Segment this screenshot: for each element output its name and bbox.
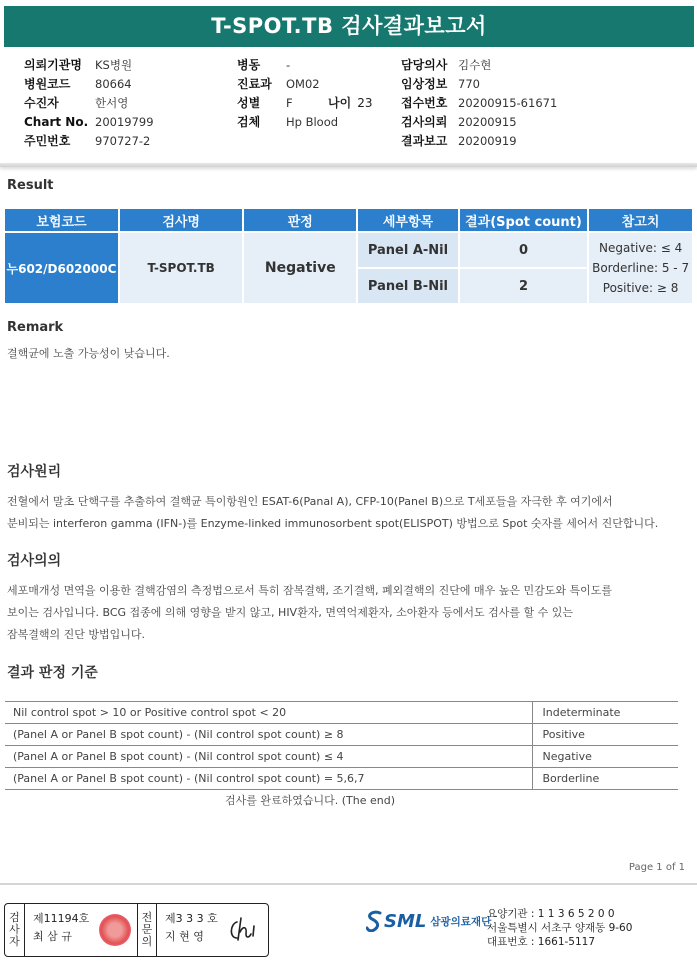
test-name: T-SPOT.TB <box>120 233 243 303</box>
principle-line: 전혈에서 말초 단핵구를 추출하여 결핵균 특이항원인 ESAT-6(Panal A), CFP-10(Panel B)으로 T세포들을 자극한 후 여기에서 <box>7 495 613 508</box>
info-row-sex: 성별 F <box>237 96 293 110</box>
info-row-chart-no: Chart No. 20019799 <box>24 115 154 129</box>
result-section-title: Result <box>7 178 54 193</box>
info-row-clinical: 임상정보 770 <box>401 77 480 91</box>
patient-info-right <box>401 56 557 151</box>
inspector-name: 최 삼 규 <box>33 930 72 943</box>
header-judgement: 판정 <box>244 209 356 231</box>
meaning-line: 보이는 검사입니다. BCG 접종에 의해 영향을 받지 않고, HIV환자, 면역억제환자, 소아환자 등에서도 검사를 할 수 있는 <box>7 606 573 619</box>
signature-icon <box>227 914 261 944</box>
info-row-request-date: 검사의뢰 20200915 <box>401 115 517 129</box>
header-insurance-code: 보험코드 <box>5 209 118 231</box>
criteria-row: (Panel A or Panel B spot count) - (Nil control spot count) ≤ 4 Negative <box>5 746 678 768</box>
institution-location: 서울특별시 서초구 양재동 9-60 <box>487 922 633 934</box>
insurance-code: 누602/D602000C <box>5 233 118 303</box>
reference-borderline: Borderline: 5 - 7 <box>592 261 690 275</box>
meaning-text <box>7 580 687 646</box>
header-spot-count: 결과(Spot count) <box>460 209 587 231</box>
page-number: Page 1 of 1 <box>628 862 685 873</box>
info-row-report-date: 결과보고 20200919 <box>401 134 517 148</box>
principle-line: 분비되는 interferon gamma (IFN-)를 Enzyme-linked immunosorbent spot(ELISPOT) 방법으로 Spot 숫자를 세어서 진단합니다. <box>7 517 659 530</box>
info-row-institution: 의뢰기관명 KS병원 <box>24 58 133 72</box>
signature-box <box>4 903 269 957</box>
specialist-label: 전 문 의 <box>137 904 157 956</box>
report-title: T-SPOT.TB 검사결과보고서 <box>4 6 694 47</box>
meaning-title: 검사의의 <box>7 553 62 569</box>
panel-b-count: 2 <box>460 269 587 303</box>
reference-range <box>589 233 692 303</box>
sml-logo <box>366 910 491 932</box>
judgement-value: Negative <box>244 233 356 303</box>
specialist-license-no: 제3 3 3 호 <box>165 912 218 925</box>
meaning-line: 잠복결핵의 진단 방법입니다. <box>7 628 146 641</box>
criteria-table <box>5 701 678 790</box>
info-row-department: 진료과 OM02 <box>237 77 320 91</box>
result-table <box>3 207 694 305</box>
criteria-row: Nil control spot > 10 or Positive control spot < 20 Indeterminate <box>5 702 678 724</box>
info-row-doctor: 담당의사 김수현 <box>401 58 492 72</box>
criteria-row: (Panel A or Panel B spot count) - (Nil control spot count) ≥ 8 Positive <box>5 724 678 746</box>
inspector-license-no: 제11194호 <box>33 912 90 925</box>
end-text: 검사를 완료하였습니다. (The end) <box>224 794 395 807</box>
remark-title: Remark <box>7 320 64 335</box>
info-age: 나이 23 <box>328 96 373 110</box>
logo-mark-icon <box>366 910 384 932</box>
reference-negative: Negative: ≤ 4 <box>598 241 683 255</box>
institution-code: 요양기관 : 1 1 3 6 5 2 0 0 <box>487 908 615 920</box>
header-reference: 참고치 <box>589 209 692 231</box>
result-header-row <box>5 209 692 231</box>
institution-address <box>487 907 632 949</box>
reference-positive: Positive: ≥ 8 <box>602 281 679 295</box>
info-row-resident-no: 주민번호 970727-2 <box>24 134 151 148</box>
header-divider <box>0 163 697 167</box>
panel-a-count: 0 <box>460 233 587 267</box>
remark-text: 결핵균에 노출 가능성이 낮습니다. <box>7 347 170 360</box>
meaning-line: 세포매개성 면역을 이용한 결핵감염의 측정법으로서 특히 잠복결핵, 조기결핵, 폐외결핵의 진단에 매우 높은 민감도와 특이도를 <box>7 584 612 597</box>
patient-info-left <box>24 56 154 151</box>
info-row-receipt-no: 접수번호 20200915-61671 <box>401 96 558 110</box>
info-row-hospital-code: 병원코드 80664 <box>24 77 132 91</box>
institution-phone: 대표번호 : 1661-5117 <box>487 936 596 948</box>
panel-b-name: Panel B-Nil <box>358 269 458 303</box>
inspector-label: 검 사 자 <box>5 904 25 956</box>
header-detail-item: 세부항목 <box>358 209 458 231</box>
info-row-patient: 수진자 한서영 <box>24 96 129 110</box>
patient-info-middle <box>237 56 338 132</box>
info-row-ward: 병동 - <box>237 58 291 72</box>
foundation-name: 삼광의료재단 <box>430 915 492 928</box>
criteria-title: 결과 판정 기준 <box>7 665 98 681</box>
principle-text <box>7 491 687 535</box>
header-test-name: 검사명 <box>120 209 243 231</box>
specialist-name: 지 현 영 <box>165 930 204 943</box>
result-row-a <box>5 233 692 267</box>
seal-stamp-icon <box>99 914 131 946</box>
principle-title: 검사원리 <box>7 464 62 480</box>
criteria-row: (Panel A or Panel B spot count) - (Nil control spot count) = 5,6,7 Borderline <box>5 768 678 790</box>
logo-text: SML <box>384 910 427 932</box>
footer-divider <box>0 883 697 885</box>
info-row-specimen: 검체 Hp Blood <box>237 115 339 129</box>
inspector-info <box>33 910 89 946</box>
specialist-info <box>165 910 218 946</box>
panel-a-name: Panel A-Nil <box>358 233 458 267</box>
